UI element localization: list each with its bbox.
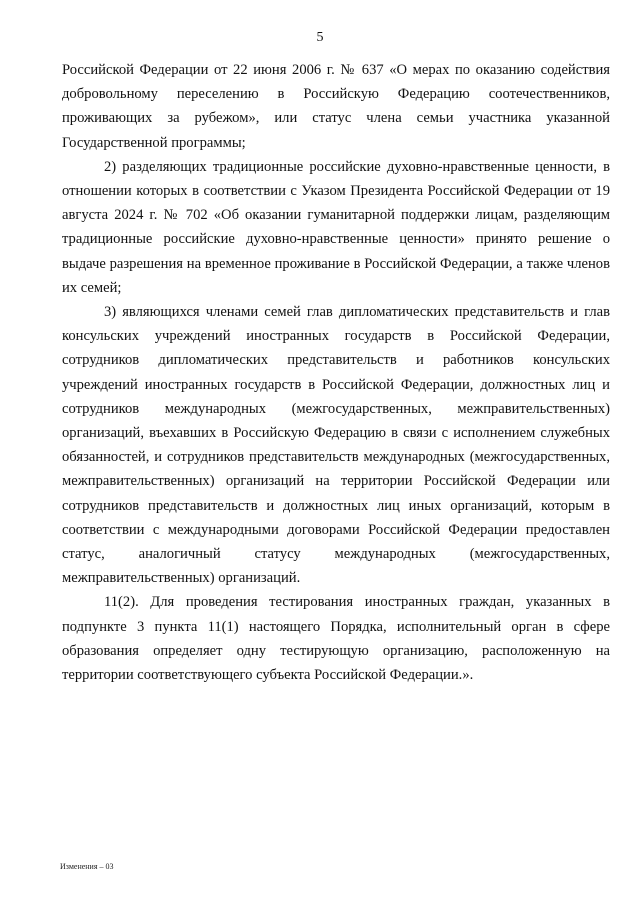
paragraph-item-11-2: 11(2). Для проведения тестирования иностранных граждан, указанных в подпункте 3 пункта 11(1) настоящего Порядка, исполнительный орган в сфере образования определяет одну тестирующую организацию, расположенную на территории соответствующего субъекта Российской Федерации.». bbox=[62, 594, 610, 684]
footer-note: Изменения – 03 bbox=[60, 862, 114, 871]
document-body bbox=[62, 58, 610, 687]
paragraph-item-3: 3) являющихся членами семей глав дипломатических представительств и глав консульских учреждений иностранных государств в Российской Федерации, сотрудников дипломатических представительств и работников консульских учреждений иностранных государств в Российской Федерации, должностных лиц и сотрудников международных (межгосударственных, межправительственных) организаций, въехавших в Российскую Федерацию в связи с исполнением служебных обязанностей, и сотрудников представительств международных (межгосударственных, межправительственных) организаций на территории Российской Федерации или сотрудников представительств и должностных лиц иных организаций, которым в соответствии с международными договорами Российской Федерации предоставлен статус, аналогичный статусу международных (межгосударственных, межправительственных) организаций. bbox=[62, 304, 610, 587]
page-number: 5 bbox=[316, 30, 324, 45]
paragraph-continuation: Российской Федерации от 22 июня 2006 г. № 637 «О мерах по оказанию содействия добровольному переселению в Российскую Федерацию соотечественников, проживающих за рубежом», или статус члена семьи участника указанной Государственной программы; bbox=[62, 62, 610, 151]
paragraph-item-2: 2) разделяющих традиционные российские духовно-нравственные ценности, в отношении которых в соответствии с Указом Президента Российской Федерации от 19 августа 2024 г. № 702 «Об оказании гуманитарной поддержки лицам, разделяющим традиционные российские духовно-нравственные ценности» принято решение о выдаче разрешения на временное проживание в Российской Федерации, а также членов их семей; bbox=[62, 158, 610, 296]
